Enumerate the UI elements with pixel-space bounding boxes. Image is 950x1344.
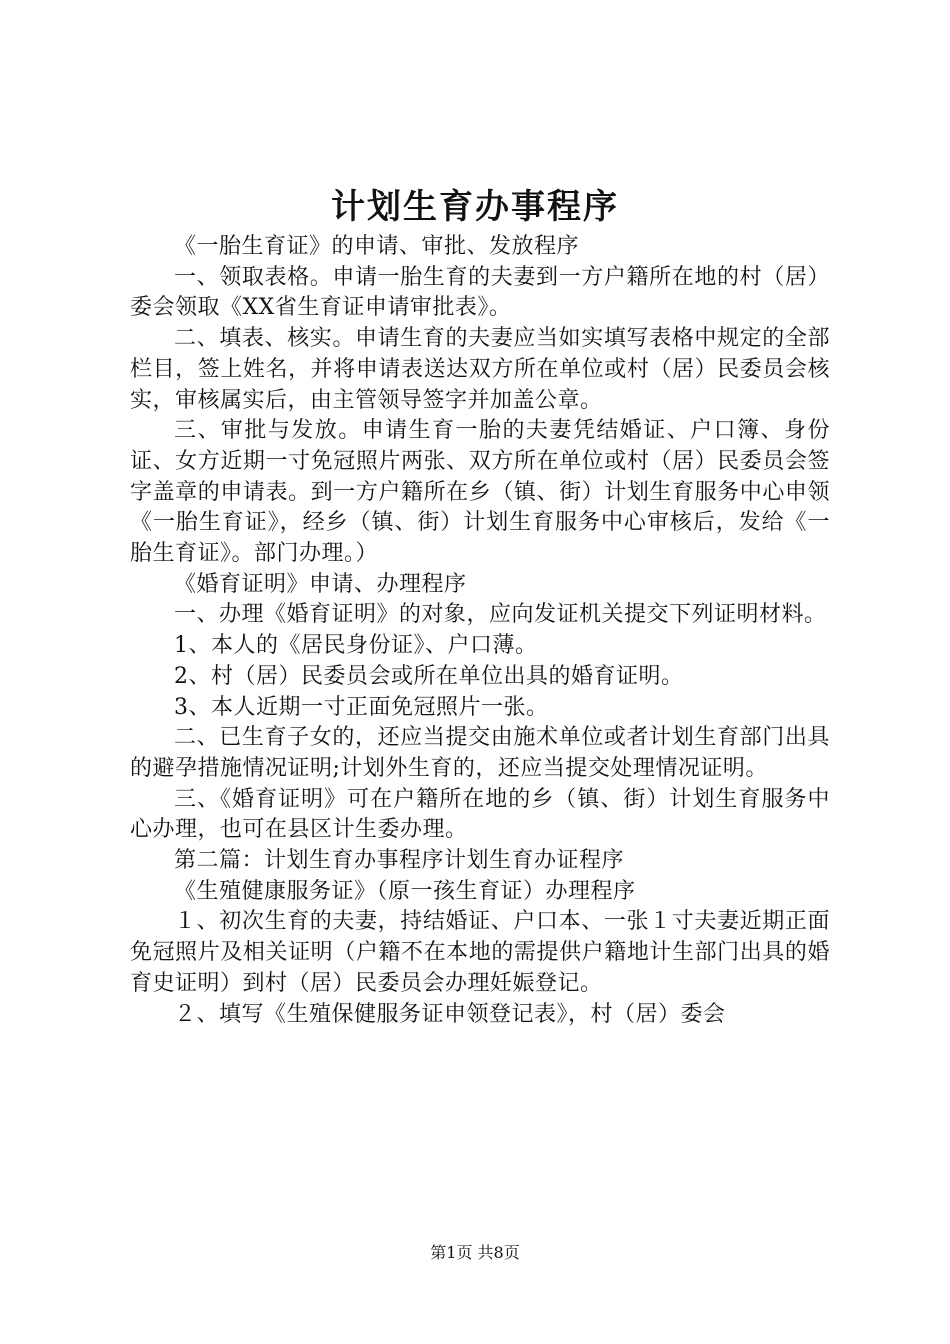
paragraph: 《生殖健康服务证》（原一孩生育证）办理程序 <box>174 878 636 904</box>
paragraph: 《婚育证明》申请、办理程序 <box>174 571 467 597</box>
paragraph: 二、已生育子女的，还应当提交由施术单位或者计划生育部门出具的避孕措施情况证明;计划外生育的，还应当提交处理情况证明。 <box>130 725 830 781</box>
paragraph: 第二篇：计划生育办事程序计划生育办证程序 <box>174 848 625 874</box>
paragraph: 二、填表、核实。申请生育的夫妻应当如实填写表格中规定的全部栏目，签上姓名，并将申请表送达双方所在单位或村（居）民委员会核实，审核属实后，由主管领导签字并加盖公章。 <box>130 326 830 413</box>
paragraph: 3、本人近期一寸正面免冠照片一张。 <box>174 694 549 720</box>
paragraph: 一、办理《婚育证明》的对象，应向发证机关提交下列证明材料。 <box>174 602 827 628</box>
document-title: 计划生育办事程序 <box>331 187 619 227</box>
paragraph: １、初次生育的夫妻，持结婚证、户口本、一张１寸夫妻近期正面免冠照片及相关证明（户籍不在本地的需提供户籍地计生部门出具的婚育史证明）到村（居）民委员会办理妊娠登记。 <box>130 909 830 996</box>
document-body <box>130 232 830 1030</box>
paragraph: ２、填写《生殖保健服务证申领登记表》，村（居）委会 <box>174 1001 726 1027</box>
paragraph: 三、审批与发放。申请生育一胎的夫妻凭结婚证、户口簿、身份证、女方近期一寸免冠照片两张、双方所在单位或村（居）民委员会签字盖章的申请表。到一方户籍所在乡（镇、街）计划生育服务中心申领《一胎生育证》，经乡（镇、街）计划生育服务中心审核后，发给《一胎生育证》。部门办理。） <box>130 418 830 567</box>
paragraph: 《一胎生育证》的申请、审批、发放程序 <box>174 234 580 259</box>
paragraph: 1、本人的《居民身份证》、户口薄。 <box>174 633 538 659</box>
paragraph: 三、《婚育证明》可在户籍所在地的乡（镇、街）计划生育服务中心办理，也可在县区计生委办理。 <box>130 786 830 843</box>
paragraph: 2、村（居）民委员会或所在单位出具的婚育证明。 <box>174 663 684 689</box>
paragraph: 一、领取表格。申请一胎生育的夫妻到一方户籍所在地的村（居）委会领取《XX省生育证申请审批表》。 <box>130 264 830 321</box>
page-footer: 第1页 共8页 <box>430 1243 520 1262</box>
